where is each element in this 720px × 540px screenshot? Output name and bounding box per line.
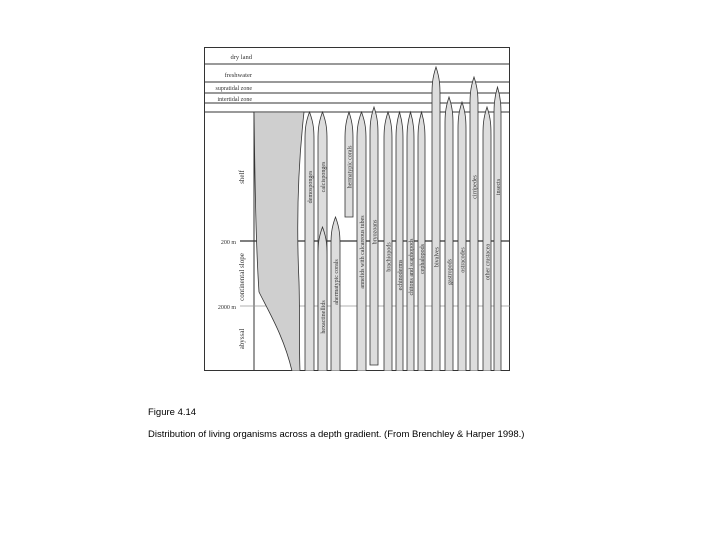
taxon-range-cephalopods (418, 112, 426, 371)
taxon-range-bryozoans (370, 107, 379, 365)
region-label-continental-slope: continental slope (238, 253, 246, 301)
taxon-label: bivalves (434, 247, 441, 267)
zone-label-dry-land: dry land (230, 54, 252, 61)
taxon-label: hermatypic corals (347, 145, 354, 189)
taxon-range-gastropods (445, 97, 454, 371)
figure-caption-title: Figure 4.14 (148, 407, 197, 418)
taxon-range-annelids-with-calcareous-tubes (357, 112, 366, 371)
taxon-bar (305, 112, 314, 371)
taxon-range-chitons-and-scaphopods (407, 112, 415, 371)
taxon-range-insects (494, 87, 502, 371)
taxon-range-hexactinellids (318, 227, 327, 371)
taxon-bar (318, 227, 327, 371)
depth-distribution-figure (204, 47, 510, 371)
depth-mark-200m: 200 m (220, 240, 236, 246)
taxon-bar (384, 112, 392, 371)
taxon-range-brachiopods (384, 112, 393, 371)
depth-mark-2000m: 2000 m (217, 305, 236, 311)
taxon-range-other-crustacea (483, 107, 492, 371)
taxon-label: gastropods (447, 259, 454, 285)
taxon-label: cephalopods (420, 244, 426, 274)
taxon-range-ahermatypic-corals (331, 217, 340, 371)
zone-label-supratidal: supratidal zone (215, 86, 252, 92)
region-label-abyssal: abyssal (238, 328, 246, 350)
taxon-range-hermatypic-corals (345, 112, 354, 217)
taxon-bar (396, 112, 403, 371)
taxon-label: cirripedes (472, 175, 479, 199)
taxon-bar (432, 67, 440, 371)
taxon-bar (418, 112, 425, 371)
taxon-range-demosponges (305, 112, 314, 371)
taxon-label: hexactinellids (321, 300, 327, 334)
taxon-label: ahermatypic corals (334, 259, 340, 305)
taxon-label: chitons and scaphopods (409, 238, 415, 296)
taxon-bar (445, 97, 453, 371)
taxon-bar (494, 87, 501, 371)
taxon-range-bivalves (432, 67, 441, 371)
figure-caption-text: Distribution of living organisms across a depth gradient. (From Brenchley & Harper 1998.) (148, 429, 525, 440)
taxon-label: demosponges (308, 170, 314, 204)
taxon-bar (483, 107, 491, 371)
taxon-range-echinoderms (396, 112, 404, 371)
taxon-label: brachiopods (386, 242, 393, 272)
taxon-label: other crustacea (485, 243, 492, 281)
taxon-label: echinoderms (398, 259, 404, 291)
zone-label-intertidal: intertidal zone (217, 97, 252, 103)
zone-label-freshwater: freshwater (224, 72, 252, 79)
taxon-range-ostracodes (458, 102, 467, 371)
figure-svg (204, 47, 510, 371)
taxon-range-cirripedes (470, 77, 479, 371)
taxon-label: insects (496, 178, 502, 196)
taxon-bar (458, 102, 466, 371)
taxon-bar (470, 77, 478, 371)
taxon-label: ostracodes (460, 247, 467, 273)
taxon-label: calcisponges (321, 161, 327, 193)
taxon-label: bryozoans (372, 219, 379, 245)
taxon-label: annelids with calcareous tubes (360, 215, 366, 289)
region-label-shelf: shelf (238, 170, 246, 184)
